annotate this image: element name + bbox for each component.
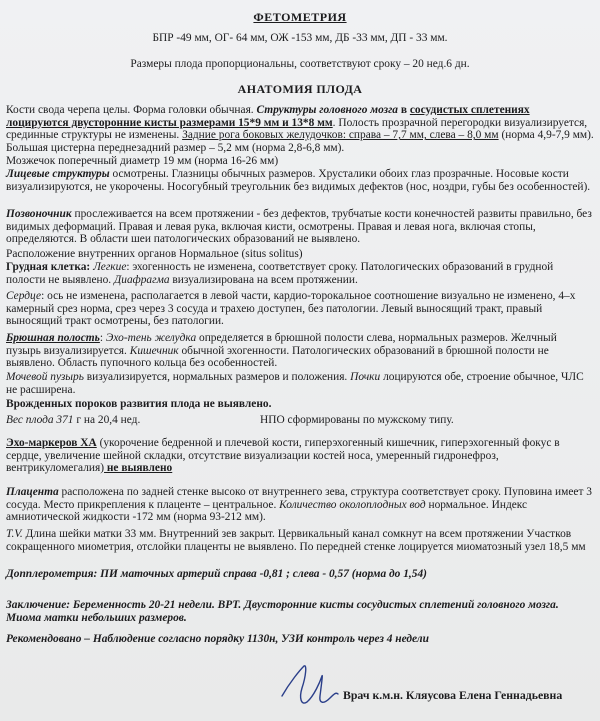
page-title: ФЕТОМЕТРИЯ <box>253 10 347 24</box>
doctor-signature: Врач к.м.н. Кляусова Елена Геннадьевна <box>343 688 563 702</box>
weight-line: Вес плода 371 г на 20,4 нед. <box>6 414 141 426</box>
placenta-paragraph: Плацента расположена по задней стенке высоко от внутреннего зева, структура соответствует сроку. Пуповина имеет 3 сосуда. Место прикрепления к плаценте – центральное. Количество околоплодных вод нормальное. Индекс амниотической жидкости -172 мм (норма 93-212 мм). <box>6 486 592 524</box>
markers-paragraph: Эхо-маркеров ХА (укорочение бедренной и плечевой кости, гиперэхогенный кишечник, гиперэхогенный фокус в сердце, увеличение шейной складки, отсутствие визуализации костей носа, умеренный гидронефроз, вентрикуломегалия) не выявлено <box>6 437 560 475</box>
sex-line: НПО сформированы по мужскому типу. <box>260 414 454 426</box>
proportion-line: Размеры плода пропорциональны, соответствуют сроку – 20 нед.6 дн. <box>130 58 470 70</box>
chest-paragraph: Грудная клетка: Легкие: эхогенность не изменена, соответствует сроку. Патологических образований в грудной полости не выявлено. Диафрагма визуализирована на всем протяжении. <box>6 261 554 286</box>
abdomen-paragraph: Брюшная полость: Эхо-тень желудка определяется в брюшной полости слева, нормальных размеров. Желчный пузырь визуализируется. Кишечник обычной эхогенности. Патологических образований в брюшной полости не выявлено. Область пупочного кольца без особенностей. <box>6 332 557 370</box>
skull-paragraph: Кости свода черепа целы. Форма головки обычная. Структуры головного мозга в сосудистых сплетениях лоцируются двусторонние кисты размерами 15*9 мм и 13*8 мм. Полость прозрачной перегородки визуализируется, срединные структуры не изменены. Задние рога боковых желудочков: справа – 7,7 мм, слева – 8,0 мм (норма 4,9-7,9 мм). Большая цистерна переднезадний размер – 5,2 мм (норма 2,8-6,8 мм). <box>6 104 594 154</box>
heart-paragraph: Сердце: ось не изменена, располагается в левой части, кардио-торокальное соотношение визуально не изменено, 4–х камерный срез норма, срез через 3 сосуда и трахею доступен, без патологии. Левый выносящий тракт, правый выносящий тракт осмотрены, без патологии. <box>6 290 576 328</box>
anatomy-title: АНАТОМИЯ ПЛОДА <box>237 82 363 96</box>
situs-line: Расположение внутренних органов Нормальное (situs solitus) <box>6 248 303 260</box>
bladder-paragraph: Мочевой пузырь визуализируется, нормальных размеров и положения. Почки лоцируются обе, строение обычное, ЧЛС не расширена. <box>6 371 584 396</box>
spine-paragraph: Позвоночник прослеживается на всем протяжении - без дефектов, трубчатые кости конечностей развиты правильно, без видимых деформаций. Правая и левая рука, включая кисти, осмотрены. Правая и левая нога, включая стопы, определяются. В области шеи патологических образований не выявлено. <box>6 208 592 246</box>
tv-paragraph: T.V. Длина шейки матки 33 мм. Внутренний зев закрыт. Цервикальный канал сомкнут на всем протяжении Участков сокращенного миометрия, отслойки плаценты не выявлено. По передней стенке лоцируется миоматозный узел 18,5 мм <box>6 528 586 553</box>
recommendation-line: Рекомендовано – Наблюдение согласно порядку 1130н, УЗИ контроль через 4 недели <box>6 633 429 645</box>
cerebellum-line: Мозжечок поперечный диаметр 19 мм (норма 16-26 мм) <box>6 155 279 167</box>
face-paragraph: Лицевые структуры осмотрены. Глазницы обычных размеров. Хрусталики обоих глаз прозрачные. Носовые кости визуализируются, не укорочены. Носогубный треугольник без видимых дефектов (нос, ноздри, губы без особенностей). <box>6 168 591 193</box>
defects-line: Врожденных пороков развития плода не выявлено. <box>6 398 272 410</box>
signature-mark <box>274 662 346 712</box>
conclusion-paragraph: Заключение: Беременность 20-21 недели. ВРТ. Двусторонние кисты сосудистых сплетений головного мозга. Миома матки небольших размеров. <box>6 599 559 624</box>
biometry-line: БПР -49 мм, ОГ- 64 мм, ОЖ -153 мм, ДБ -33 мм, ДП - 33 мм. <box>152 32 448 44</box>
doppler-line: Допплерометрия: ПИ маточных артерий справа -0,81 ; слева - 0,57 (норма до 1,54) <box>6 568 427 580</box>
